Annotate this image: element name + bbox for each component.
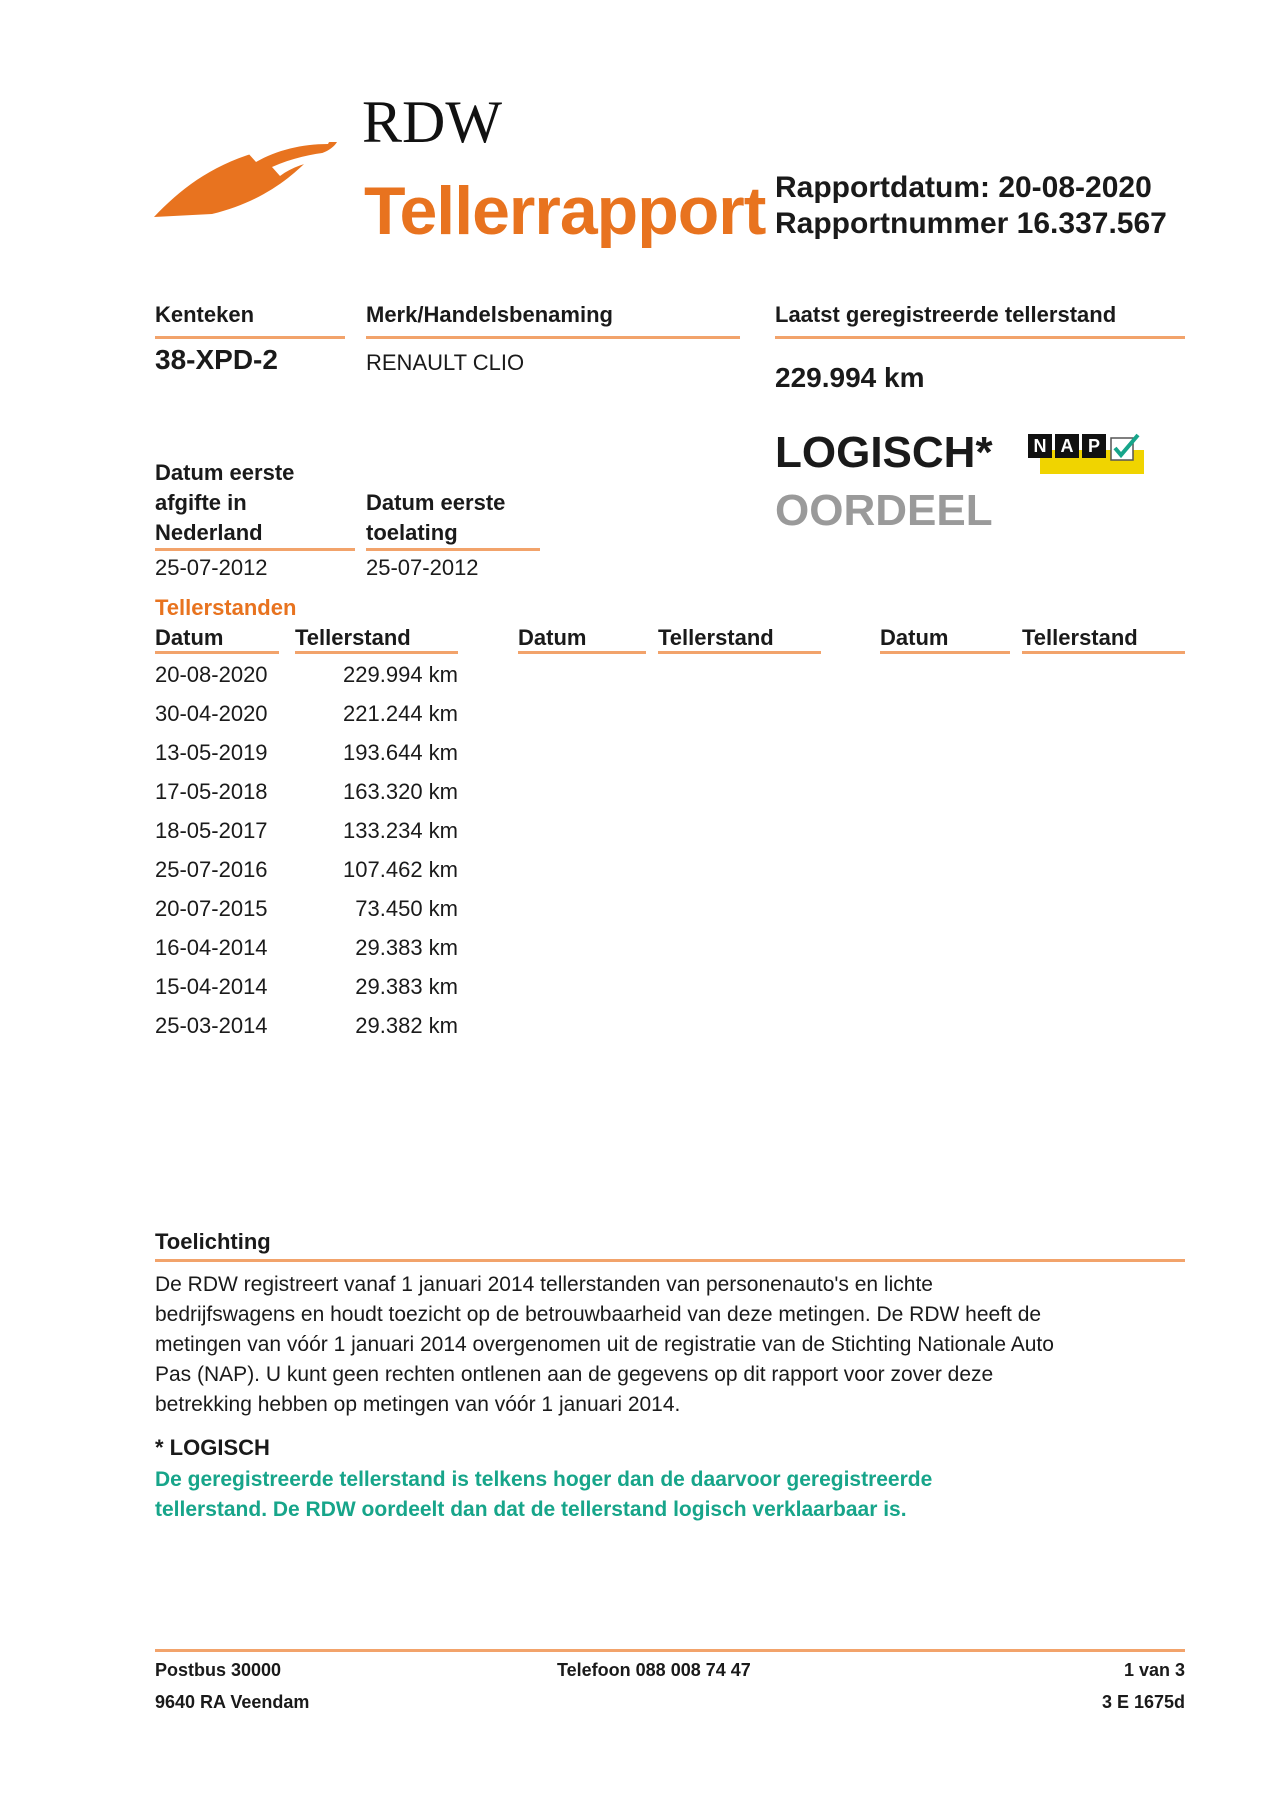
toelichting-line: Pas (NAP). U kunt geen rechten ontlenen aan de gegevens op dit rapport voor zover deze xyxy=(155,1363,994,1386)
col-rule-tellerstand-1 xyxy=(295,651,458,654)
afgifte-label-2: afgifte in xyxy=(155,490,247,515)
col-rule-datum-3 xyxy=(880,651,1010,654)
table-row-km: 29.383 km xyxy=(355,974,458,999)
logisch-heading: * LOGISCH xyxy=(155,1435,270,1460)
toelichting-heading: Toelichting xyxy=(155,1229,271,1254)
table-row-date: 17-05-2018 xyxy=(155,779,268,804)
toelichting-body xyxy=(155,1270,1195,1420)
afgifte-label-1: Datum eerste xyxy=(155,460,295,485)
table-row-km: 29.383 km xyxy=(355,935,458,960)
verdict-oordeel: OORDEEL xyxy=(775,486,993,535)
col-head-datum-1: Datum xyxy=(155,625,224,650)
col-head-tellerstand-3: Tellerstand xyxy=(1022,625,1138,650)
logisch-line: De geregistreerde tellerstand is telkens hoger dan de daarvoor geregistreerde xyxy=(155,1468,933,1491)
table-row-date: 16-04-2014 xyxy=(155,935,268,960)
kenteken-label: Kenteken xyxy=(155,302,255,327)
nap-letter-n: N xyxy=(1028,434,1052,458)
footer-telefoon: Telefoon 088 008 74 47 xyxy=(557,1660,751,1680)
toelating-label-2: toelating xyxy=(366,520,458,545)
col-head-tellerstand-1: Tellerstand xyxy=(295,625,411,650)
toelichting-line: De RDW registreert vanaf 1 januari 2014 tellerstanden van personenauto's en lichte xyxy=(155,1273,933,1296)
laatst-label: Laatst geregistreerde tellerstand xyxy=(775,302,1117,327)
rdw-logo-icon xyxy=(152,122,342,222)
afgifte-rule xyxy=(155,548,355,551)
table-row-date: 20-07-2015 xyxy=(155,896,268,921)
footer-postbus: Postbus 30000 xyxy=(155,1660,282,1680)
tellerstanden-heading: Tellerstanden xyxy=(155,595,297,620)
rapportdatum: Rapportdatum: 20-08-2020 xyxy=(775,171,1152,204)
col-rule-tellerstand-2 xyxy=(658,651,821,654)
table-row-date: 15-04-2014 xyxy=(155,974,268,999)
rapportnummer: Rapportnummer 16.337.567 xyxy=(775,207,1167,240)
toelating-rule xyxy=(366,548,540,551)
table-row-km: 163.320 km xyxy=(343,779,458,804)
laatst-value: 229.994 km xyxy=(775,362,925,393)
table-row-date: 13-05-2019 xyxy=(155,740,268,765)
merk-label: Merk/Handelsbenaming xyxy=(366,302,613,327)
table-row-date: 30-04-2020 xyxy=(155,701,268,726)
col-head-datum-2: Datum xyxy=(518,625,587,650)
col-rule-datum-2 xyxy=(518,651,646,654)
logisch-line: tellerstand. De RDW oordeelt dan dat de tellerstand logisch verklaarbaar is. xyxy=(155,1498,907,1521)
toelating-value: 25-07-2012 xyxy=(366,555,479,580)
merk-rule xyxy=(366,336,740,339)
footer-code: 3 E 1675d xyxy=(1101,1692,1185,1712)
table-row-km: 29.382 km xyxy=(355,1013,458,1038)
col-rule-tellerstand-3 xyxy=(1022,651,1185,654)
table-row-km: 133.234 km xyxy=(343,818,458,843)
footer-city: 9640 RA Veendam xyxy=(155,1692,310,1712)
col-head-datum-3: Datum xyxy=(880,625,949,650)
merk-value: RENAULT CLIO xyxy=(366,350,525,375)
table-row-date: 18-05-2017 xyxy=(155,818,268,843)
nap-check-icon xyxy=(1028,432,1144,476)
col-head-tellerstand-2: Tellerstand xyxy=(658,625,774,650)
logisch-explanation xyxy=(155,1465,1195,1525)
table-row-km: 193.644 km xyxy=(343,740,458,765)
check-icon xyxy=(1110,432,1140,462)
afgifte-label-3: Nederland xyxy=(155,520,263,545)
toelichting-line: metingen van vóór 1 januari 2014 overgenomen uit de registratie van de Stichting Nationale Auto xyxy=(155,1333,1054,1356)
nap-letter-p: P xyxy=(1082,434,1106,458)
kenteken-value: 38-XPD-2 xyxy=(155,344,278,375)
laatst-rule xyxy=(775,336,1185,339)
table-row-km: 229.994 km xyxy=(343,662,458,687)
rdw-wordmark: RDW xyxy=(362,89,502,155)
col-rule-datum-1 xyxy=(155,651,279,654)
page-title: Tellerrapport xyxy=(364,173,766,249)
toelichting-rule xyxy=(155,1259,1185,1262)
footer-rule xyxy=(155,1649,1185,1652)
toelichting-line: betrekking hebben op metingen van vóór 1 januari 2014. xyxy=(155,1393,681,1416)
table-row-date: 25-03-2014 xyxy=(155,1013,268,1038)
toelichting-line: bedrijfswagens en houdt toezicht op de betrouwbaarheid van deze metingen. De RDW heeft de xyxy=(155,1303,1042,1326)
table-row-date: 25-07-2016 xyxy=(155,857,268,882)
verdict-logisch: LOGISCH* xyxy=(775,428,993,477)
footer-page: 1 van 3 xyxy=(1123,1660,1185,1680)
table-row-date: 20-08-2020 xyxy=(155,662,268,687)
kenteken-rule xyxy=(155,336,345,339)
nap-letter-a: A xyxy=(1055,434,1079,458)
toelating-label-1: Datum eerste xyxy=(366,490,506,515)
table-row-km: 73.450 km xyxy=(355,896,458,921)
table-row-km: 221.244 km xyxy=(343,701,458,726)
table-row-km: 107.462 km xyxy=(343,857,458,882)
afgifte-value: 25-07-2012 xyxy=(155,555,268,580)
